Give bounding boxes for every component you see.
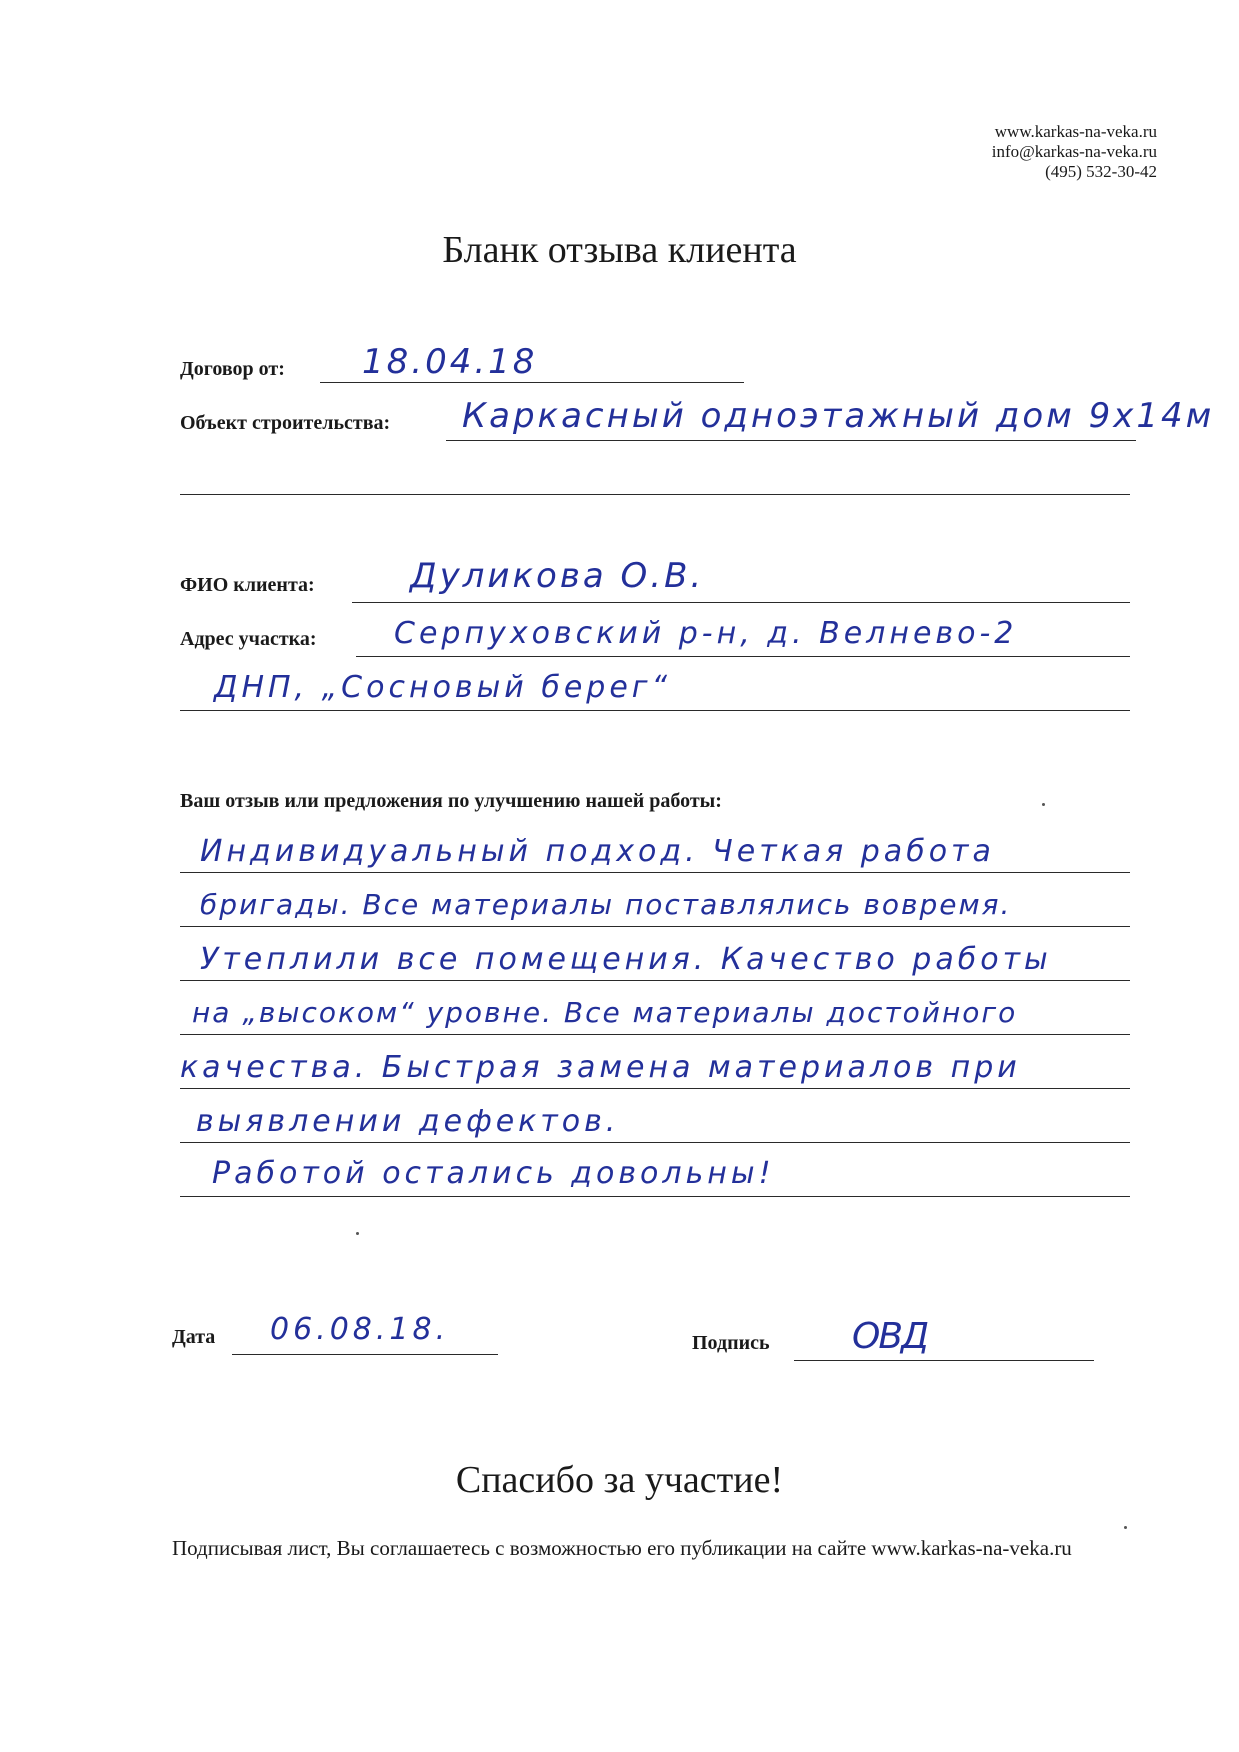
feedback-line-2	[180, 926, 1130, 927]
object-value: Каркасный одноэтажный дом 9х14м	[462, 396, 1215, 436]
feedback-text-6: выявлении дефектов.	[196, 1104, 620, 1139]
feedback-text-5: качества. Быстрая замена материалов при	[180, 1050, 1021, 1085]
object-label: Объект строительства:	[180, 412, 391, 434]
feedback-line-7	[180, 1196, 1130, 1197]
signature-label: Подпись	[692, 1332, 770, 1354]
date-value: 06.08.18.	[270, 1312, 450, 1347]
contact-email: info@karkas-na-veka.ru	[991, 142, 1157, 161]
date-label: Дата	[172, 1326, 216, 1348]
contact-phone: (495) 532-30-42	[1045, 162, 1157, 181]
date-line	[232, 1354, 498, 1355]
contract-line	[320, 382, 744, 383]
signature-line	[794, 1360, 1094, 1361]
feedback-line-3	[180, 980, 1130, 981]
object-line-2	[180, 494, 1130, 495]
contacts-block	[992, 122, 1157, 182]
feedback-text-7: Работой остались довольны!	[212, 1156, 775, 1191]
feedback-line-1	[180, 872, 1130, 873]
address-line-2	[180, 710, 1130, 711]
contract-label: Договор от:	[180, 358, 285, 380]
object-line	[446, 440, 1136, 441]
feedback-text-2: бригады. Все материалы поставлялись вовремя.	[200, 888, 1012, 921]
form-title: Бланк отзыва клиента	[442, 229, 797, 271]
feedback-line-4	[180, 1034, 1130, 1035]
address-label: Адрес участка:	[180, 628, 317, 650]
address-value-1: Серпуховский р-н, д. Велнево-2	[394, 616, 1018, 651]
feedback-label: Ваш отзыв или предложения по улучшению нашей работы:	[180, 790, 722, 812]
address-value-2: ДНП, „Сосновый берег“	[214, 670, 672, 705]
client-line	[352, 602, 1130, 603]
feedback-line-6	[180, 1142, 1130, 1143]
speck	[1124, 1526, 1127, 1529]
thanks-heading: Спасибо за участие!	[455, 1459, 784, 1501]
address-line	[356, 656, 1130, 657]
speck	[1042, 803, 1045, 806]
contract-value: 18.04.18	[362, 342, 538, 382]
feedback-text-3: Утеплили все помещения. Качество работы	[200, 942, 1052, 977]
consent-note: Подписывая лист, Вы соглашаетесь с возможностью его публикации на сайте www.karkas-na-veka.ru	[172, 1536, 1072, 1560]
feedback-line-5	[180, 1088, 1130, 1089]
signature-value: ОВД	[852, 1316, 928, 1357]
speck	[356, 1232, 359, 1235]
client-label: ФИО клиента:	[180, 574, 315, 596]
feedback-text-4: на „высоком“ уровне. Все материалы достойного	[192, 996, 1018, 1029]
client-value: Дуликова О.В.	[410, 556, 705, 596]
feedback-text-1: Индивидуальный подход. Четкая работа	[200, 834, 995, 869]
contact-site: www.karkas-na-veka.ru	[994, 122, 1157, 141]
